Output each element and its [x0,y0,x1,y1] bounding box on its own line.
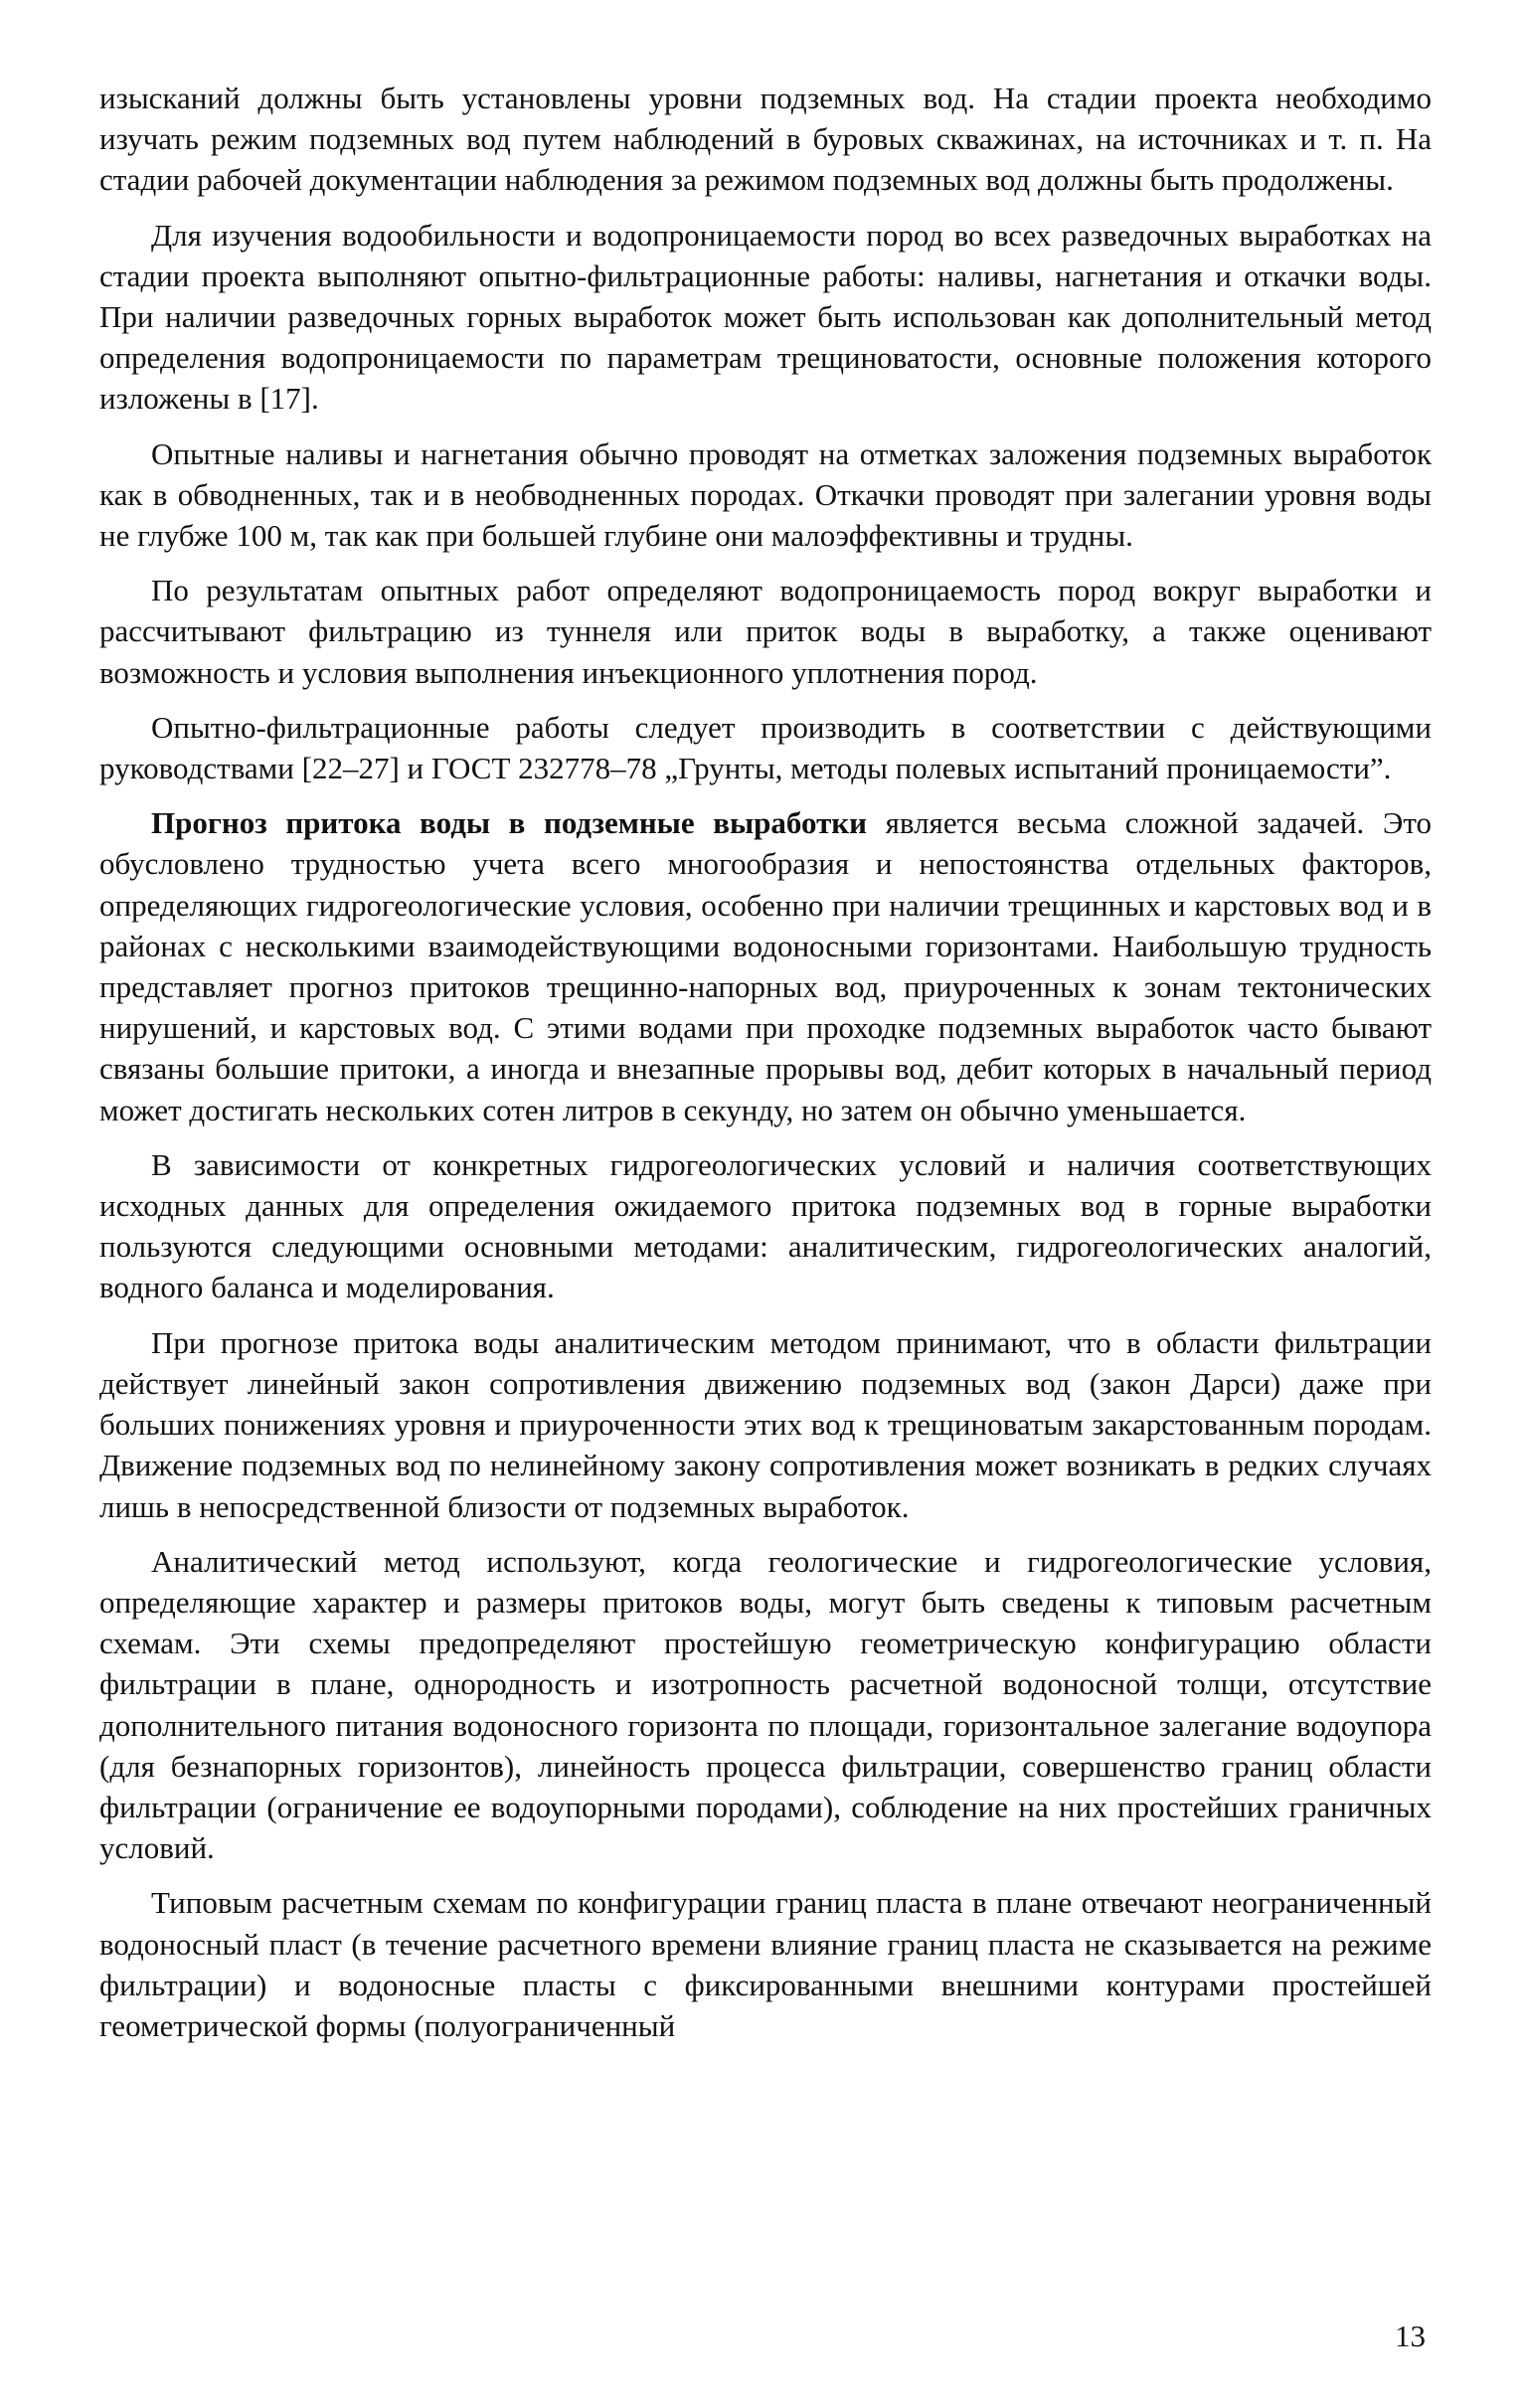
paragraph-text: изысканий должны быть установлены уровни подземных вод. На стадии проекта необходимо изучать режим подземных вод путем наблюдений в буровых скважинах, на источниках и т. п. На стадии рабочей документации наблюдения за режимом подземных вод должны быть продолжены. [99,81,1432,198]
paragraph-3 [99,433,1432,557]
paragraph-6 [99,802,1432,1130]
paragraph-text: Типовым расчетным схемам по конфигурации границ пласта в плане отвечают неограниченный водоносный пласт (в течение расчетного времени влияние границ пласта не сказывается на режиме фильтрации) и водоносные пласты с фиксированными внешними контурами простейшей геометрической формы (полуограниченный [99,1885,1432,2043]
paragraph-4 [99,570,1432,693]
document-page [99,78,1432,2060]
paragraph-text: Аналитический метод используют, когда геологические и гидрогеологические условия, определяющие характер и размеры притоков воды, могут быть сведены к типовым расчетным схемам. Эти схемы предопределяют простейшую геометрическую конфигурацию области фильтрации в плане, однородность и изотропность расчетной водоносной толщи, отсутствие дополнительного питания водоносного горизонта по площади, горизонтальное залегание водоупора (для безнапорных горизонтов), линейность процесса фильтрации, совершенство границ области фильтрации (ограничение ее водоупорными породами), соблюдение на них простейших граничных условий. [99,1543,1432,1866]
paragraph-5 [99,707,1432,788]
paragraph-1 [99,78,1432,201]
paragraph-text: В зависимости от конкретных гидрогеологических условий и наличия соответствующих исходных данных для определения ожидаемого притока подземных вод в горные выработки пользуются следующими основными методами: аналитическим, гидрогеологических аналогий, водного баланса и моделирования. [99,1146,1432,1305]
paragraph-7 [99,1144,1432,1308]
paragraph-lead-bold: Прогноз притока воды в подземные выработки [151,805,868,841]
paragraph-text: По результатам опытных работ определяют водопроницаемость пород вокруг выработки и рассчитывают фильтрацию из туннеля или приток воды в выработку, а также оценивают возможность и условия выполнения инъекционного уплотнения пород. [99,573,1432,690]
paragraph-2 [99,215,1432,420]
paragraph-text: При прогнозе притока воды аналитическим методом принимают, что в области фильтрации действует линейный закон сопротивления движению подземных вод (закон Дарси) даже при больших понижениях уровня и приуроченности этих вод к трещиноватым закарстованным породам. Движение подземных вод по нелинейному закону сопротивления может возникать в редких случаях лишь в непосредственной близости от подземных выработок. [99,1324,1432,1524]
paragraph-text: Опытно-фильтрационные работы следует производить в соответствии с действующими руководствами [22–27] и ГОСТ 232778–78 „Грунты, методы полевых испытаний проницаемости”. [99,709,1432,786]
paragraph-8 [99,1322,1432,1527]
paragraph-text: Для изучения водообильности и водопроницаемости пород во всех разведочных выработках на стадии проекта выполняют опытно-фильтрационные работы: наливы, нагнетания и откачки воды. При наличии разведочных горных выработок может быть использован как дополнительный метод определения водопроницаемости по параметрам трещиноватости, основные положения которого изложены в [17]. [99,217,1432,417]
paragraph-text: Опытные наливы и нагнетания обычно проводят на отметках заложения подземных выработок как в обводненных, так и в необводненных породах. Откачки проводят при залегании уровня воды не глубже 100 м, так как при большей глубине они малоэффективны и трудны. [99,435,1432,554]
paragraph-text: является весьма сложной задачей. Это обусловлено трудностью учета всего многообразия и непостоянства отдельных факторов, определяющих гидрогеологические условия, особенно при наличии трещинных и карстовых вод и в районах с несколькими взаимодействующими водоносными горизонтами. Наибольшую трудность представляет прогноз притоков трещинно-напорных вод, приуроченных к зонам тектонических нирушений, и карстовых вод. С этими водами при проходке подземных выработок часто бывают связаны большие притоки, а иногда и внезапные прорывы вод, дебит которых в начальный период может достигать нескольких сотен литров в секунду, но затем он обычно уменьшается. [99,805,1432,1127]
page-number: 13 [1395,2319,1426,2353]
paragraph-9 [99,1541,1432,1869]
paragraph-10 [99,1882,1432,2046]
